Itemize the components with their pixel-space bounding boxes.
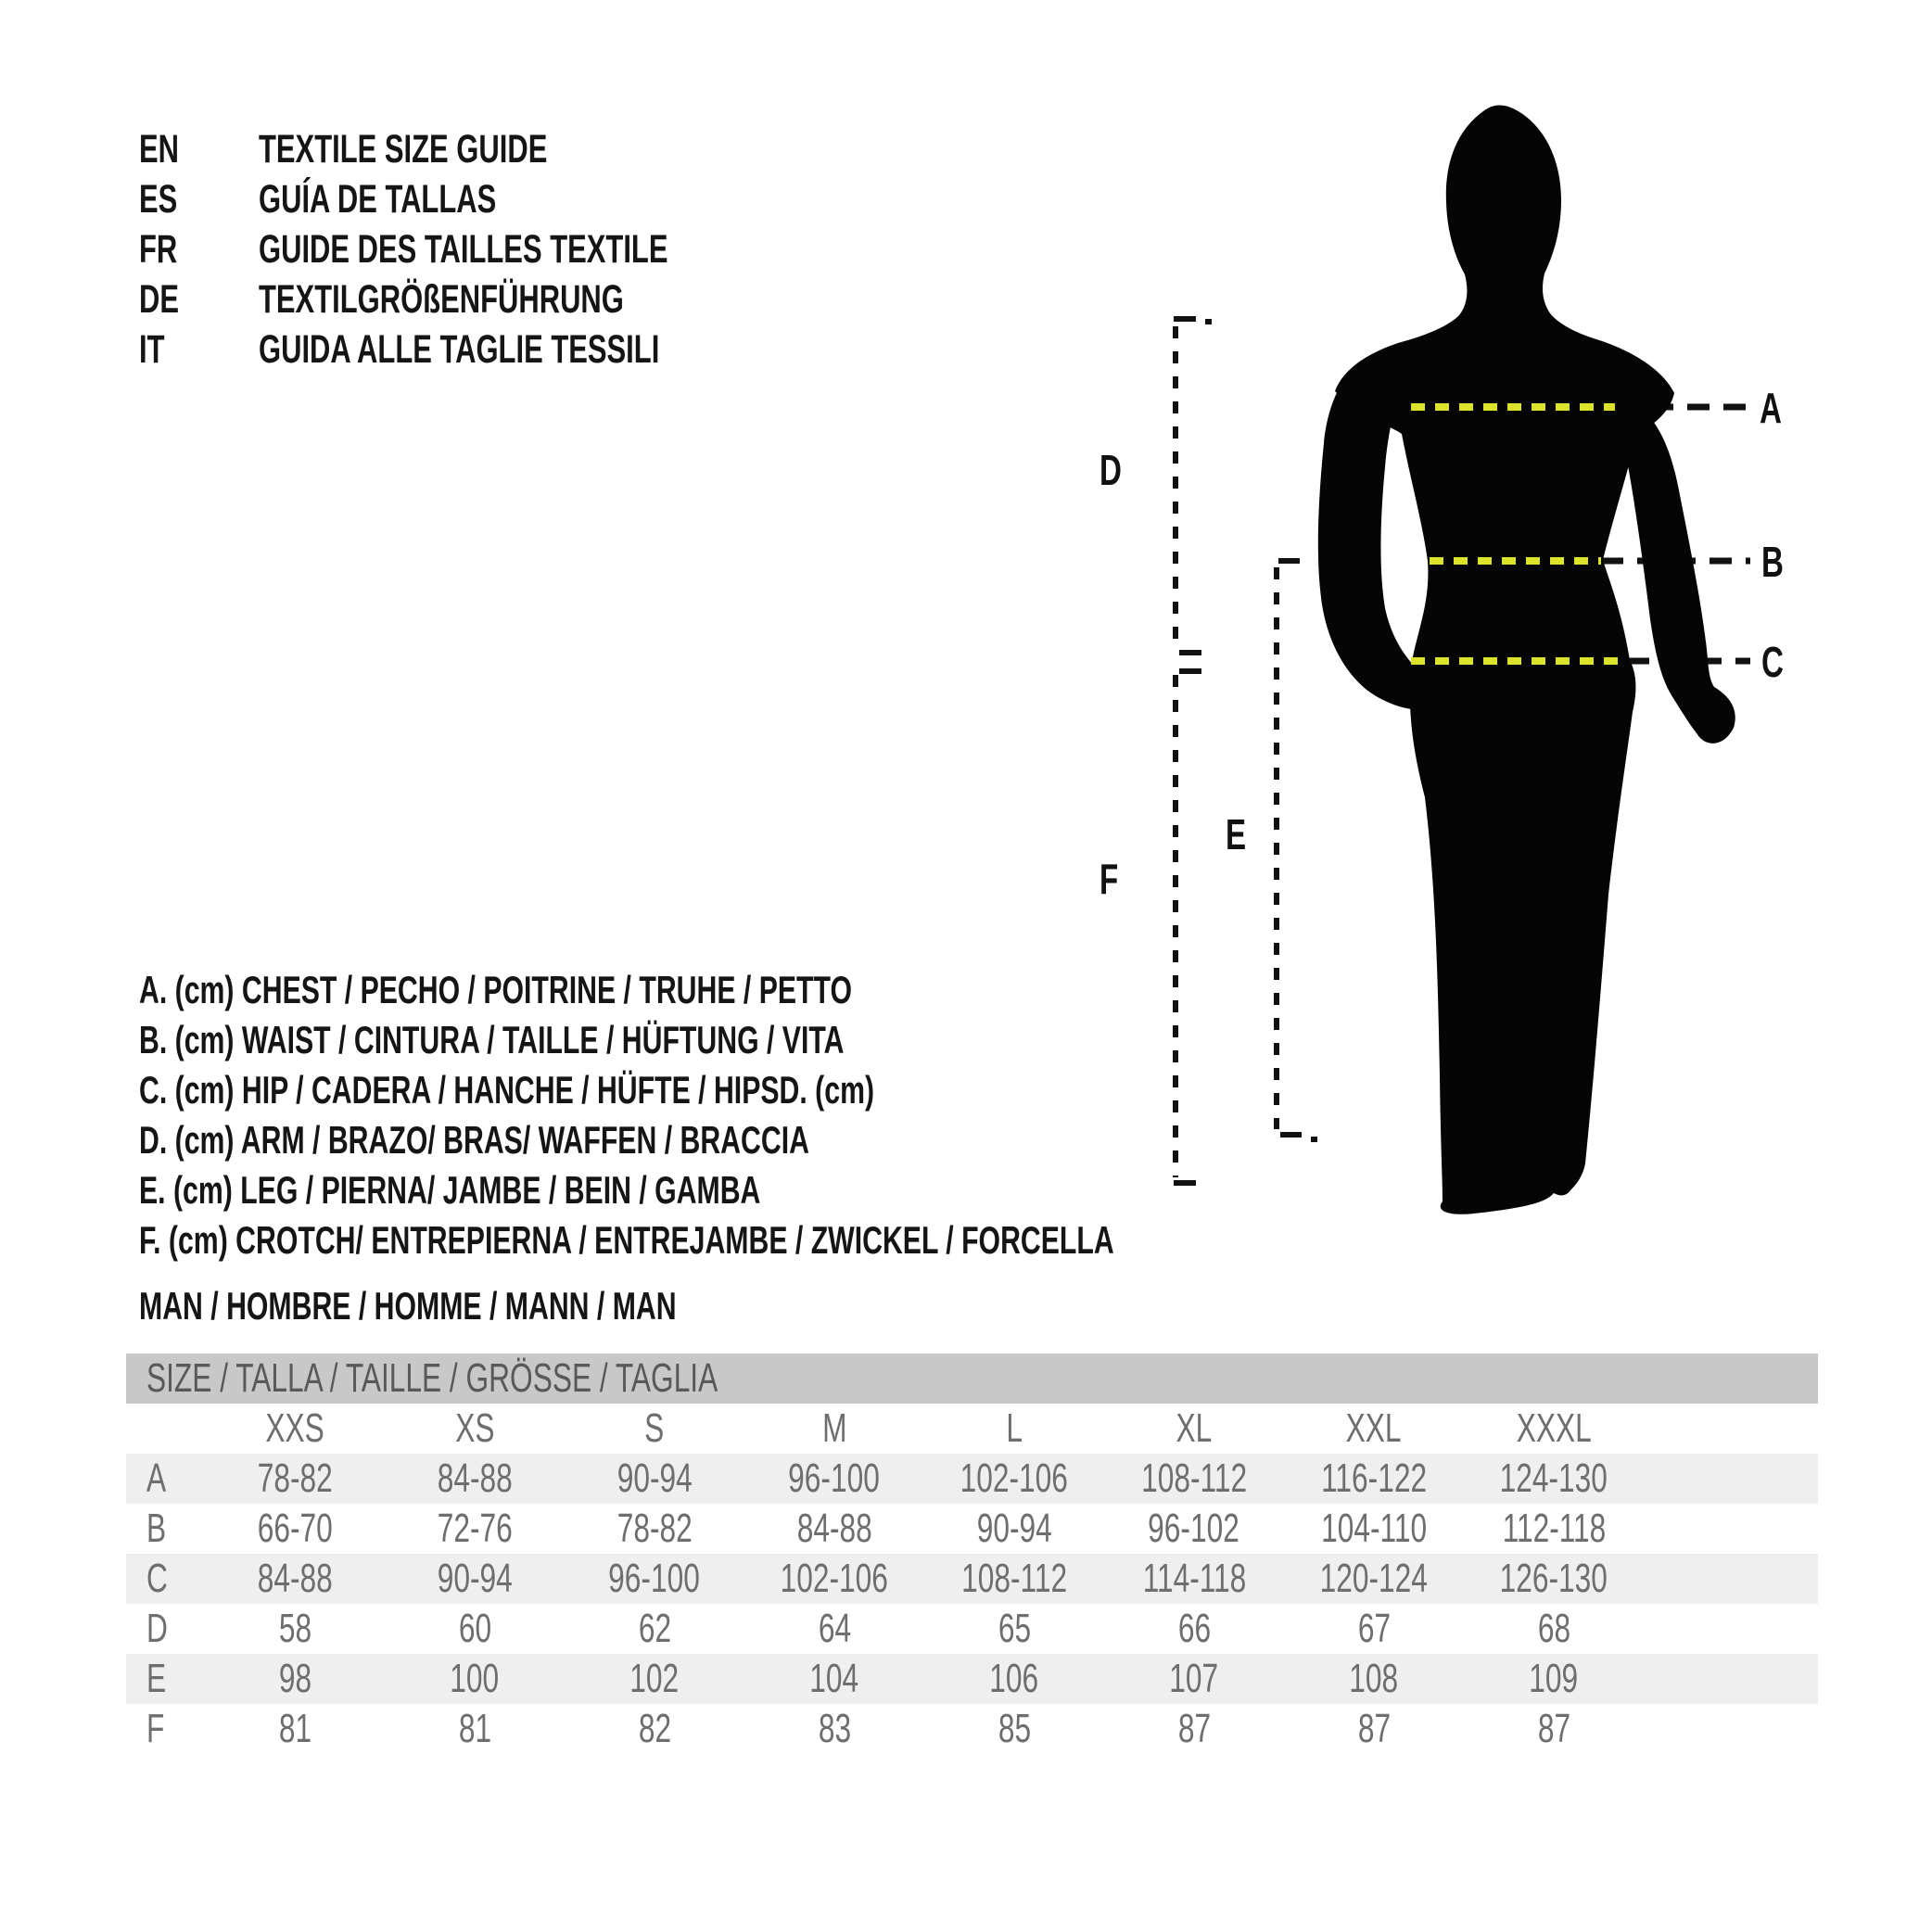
figure-label-hip: C [1761,638,1784,686]
row-label: D [146,1606,168,1651]
size-column-header: L [1006,1405,1023,1451]
size-value: 87 [1357,1706,1391,1751]
size-value: 62 [638,1606,671,1651]
size-value: 96-100 [788,1455,881,1501]
language-code: FR [139,227,178,272]
size-value: 104 [809,1656,859,1701]
size-value: 81 [278,1706,311,1751]
row-label: A [146,1455,167,1501]
row-label: E [146,1656,167,1701]
size-value: 58 [278,1606,311,1651]
size-column-header: XXXL [1516,1405,1592,1451]
language-code: ES [139,177,178,222]
size-value: 85 [998,1706,1031,1751]
size-value: 102 [629,1656,680,1701]
size-column-header: XS [454,1405,495,1451]
size-value: 66-70 [257,1506,333,1551]
table-row-leg [126,1654,1818,1704]
row-label: F [146,1706,165,1751]
size-table-title: SIZE / TALLA / TAILLE / GRÖSSE / TAGLIA [146,1355,718,1401]
size-value: 100 [450,1656,500,1701]
size-value: 65 [998,1606,1031,1651]
measurement-legend-leg: E. (cm) LEG / PIERNA/ JAMBE / BEIN / GAMBA [139,1168,761,1212]
table-row-waist [126,1504,1818,1554]
figure-label-waist: B [1761,538,1784,586]
size-value: 126-130 [1499,1556,1608,1601]
size-value: 120-124 [1319,1556,1429,1601]
measurement-legend [139,965,1493,1265]
size-value: 108-112 [1141,1455,1247,1501]
size-value: 84-88 [796,1506,872,1551]
size-value: 83 [818,1706,851,1751]
size-table-title-bar [126,1354,1818,1404]
size-value: 116-122 [1321,1455,1427,1501]
size-value: 106 [989,1656,1039,1701]
table-row-hip [126,1554,1818,1604]
size-value: 64 [818,1606,851,1651]
size-column-header: XXL [1346,1405,1402,1451]
guide-title: TEXTILE SIZE GUIDE [259,127,548,172]
guide-title: TEXTILGRÖßENFÜHRUNG [259,277,624,322]
size-value: 108-112 [961,1556,1067,1601]
figure-label-chest: A [1760,384,1782,432]
size-value: 78-82 [616,1506,693,1551]
measurement-legend-chest: A. (cm) CHEST / PECHO / POITRINE / TRUHE / PETTO [139,968,852,1011]
size-value: 87 [1177,1706,1211,1751]
size-value: 81 [458,1706,491,1751]
size-value: 102-106 [960,1455,1069,1501]
size-value: 90-94 [976,1506,1052,1551]
size-value: 114-118 [1142,1556,1246,1601]
size-value: 102-106 [780,1556,889,1601]
size-value: 78-82 [257,1455,333,1501]
size-value: 82 [638,1706,671,1751]
table-row-chest [126,1454,1818,1504]
figure-label-leg: E [1226,810,1247,858]
size-table [126,1354,1818,1754]
size-value: 90-94 [616,1455,693,1501]
measurement-legend-waist: B. (cm) WAIST / CINTURA / TAILLE / HÜFTUNG / VITA [139,1018,845,1061]
size-value: 67 [1357,1606,1391,1651]
size-value: 68 [1537,1606,1570,1651]
size-table-header-row [126,1404,1818,1454]
figure-label-arm: D [1099,446,1122,494]
size-column-header: S [644,1405,665,1451]
measurement-legend-hip: C. (cm) HIP / CADERA / HANCHE / HÜFTE / HIPSD. (cm) [139,1068,875,1112]
measurement-legend-crotch: F. (cm) CROTCH/ ENTREPIERNA / ENTREJAMBE / ZWICKEL / FORCELLA [139,1218,1114,1262]
size-value: 72-76 [437,1506,513,1551]
language-code: DE [139,277,180,322]
measurement-legend-arm: D. (cm) ARM / BRAZO/ BRAS/ WAFFEN / BRACCIA [139,1118,809,1162]
size-column-header: XXS [265,1405,324,1451]
size-value: 87 [1537,1706,1570,1751]
size-value: 96-100 [608,1556,701,1601]
row-label: B [146,1506,167,1551]
size-value: 124-130 [1499,1455,1608,1501]
guide-title: GUIDE DES TAILLES TEXTILE [259,227,668,272]
row-label: C [146,1556,168,1601]
size-value: 66 [1177,1606,1211,1651]
size-value: 84-88 [437,1455,513,1501]
size-value: 108 [1349,1656,1399,1701]
table-row-crotch [126,1704,1818,1754]
language-code: EN [139,127,180,172]
size-value: 112-118 [1502,1506,1606,1551]
size-value: 109 [1529,1656,1579,1701]
size-value: 90-94 [437,1556,513,1601]
size-value: 98 [278,1656,311,1701]
size-value: 104-110 [1321,1506,1427,1551]
table-row-arm [126,1604,1818,1654]
size-value: 84-88 [257,1556,333,1601]
audience-label: MAN / HOMBRE / HOMME / MANN / MAN [139,1284,677,1328]
size-column-header: M [821,1405,847,1451]
guide-title: GUÍA DE TALLAS [259,177,497,222]
size-value: 60 [458,1606,491,1651]
language-code: IT [139,327,165,372]
figure-label-crotch: F [1099,855,1119,903]
size-column-header: XL [1176,1405,1213,1451]
size-value: 96-102 [1148,1506,1240,1551]
size-value: 107 [1169,1656,1219,1701]
guide-title: GUIDA ALLE TAGLIE TESSILI [259,327,660,372]
